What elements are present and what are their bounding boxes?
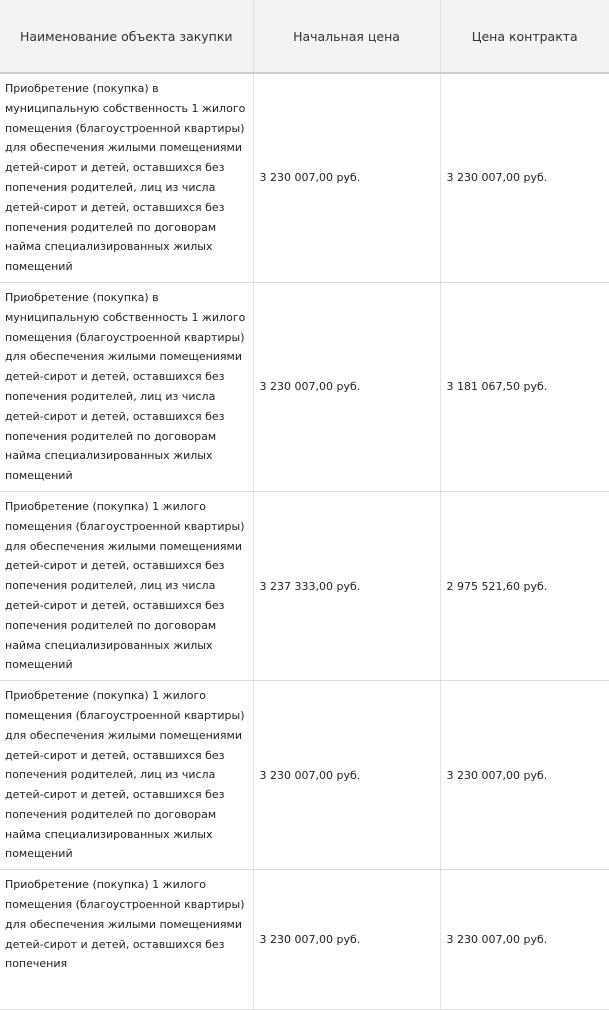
- header-row: [0, 0, 609, 73]
- cell-name: Приобретение (покупка) 1 жилого помещения (благоустроенной квартиры) для обеспечения жилыми помещениями детей-сирот и детей, оставшихся без попечения родителей, лиц из числа детей-сирот и детей, оставшихся без попечения родителей по договорам найма специализированных жилых помещений: [0, 491, 253, 680]
- table-row: [0, 73, 609, 282]
- table-body: [0, 73, 609, 1010]
- table-row: [0, 681, 609, 870]
- cell-contract-price: 3 230 007,00 руб.: [440, 73, 609, 282]
- cell-name: Приобретение (покупка) в муниципальную собственность 1 жилого помещения (благоустроенной квартиры) для обеспечения жилыми помещениями детей-сирот и детей, оставшихся без попечения родителей, лиц из числа детей-сирот и детей, оставшихся без попечения родителей по договорам найма специализированных жилых помещений: [0, 282, 253, 491]
- table-header: [0, 0, 609, 73]
- cell-name-text: Приобретение (покупка) 1 жилого помещения (благоустроенной квартиры) для обеспечения жилыми помещениями детей-сирот и детей, оставшихся без попечения: [5, 878, 245, 971]
- cell-initial-price: 3 230 007,00 руб.: [253, 681, 440, 870]
- cell-contract-price: 2 975 521,60 руб.: [440, 491, 609, 680]
- cell-initial-price: 3 237 333,00 руб.: [253, 491, 440, 680]
- cell-name: Приобретение (покупка) 1 жилого помещения (благоустроенной квартиры) для обеспечения жилыми помещениями детей-сирот и детей, оставшихся без попечения родителей, лиц из числа детей-сирот и детей, оставшихся без попечения родителей по договорам найма специализированных жилых помещений: [0, 681, 253, 870]
- cell-name: [0, 870, 253, 1010]
- cell-name: Приобретение (покупка) в муниципальную собственность 1 жилого помещения (благоустроенной квартиры) для обеспечения жилыми помещениями детей-сирот и детей, оставшихся без попечения родителей, лиц из числа детей-сирот и детей, оставшихся без попечения родителей по договорам найма специализированных жилых помещений: [0, 73, 253, 282]
- table-row: [0, 491, 609, 680]
- table-row: [0, 282, 609, 491]
- cell-initial-price: 3 230 007,00 руб.: [253, 73, 440, 282]
- header-initial-price: Начальная цена: [253, 0, 440, 73]
- cell-initial-price: 3 230 007,00 руб.: [253, 870, 440, 1010]
- header-contract-price: Цена контракта: [440, 0, 609, 73]
- cell-contract-price: 3 181 067,50 руб.: [440, 282, 609, 491]
- table-row: [0, 870, 609, 1010]
- cell-initial-price: 3 230 007,00 руб.: [253, 282, 440, 491]
- cell-contract-price: 3 230 007,00 руб.: [440, 681, 609, 870]
- header-name: Наименование объекта закупки: [0, 0, 253, 73]
- cell-contract-price: 3 230 007,00 руб.: [440, 870, 609, 1010]
